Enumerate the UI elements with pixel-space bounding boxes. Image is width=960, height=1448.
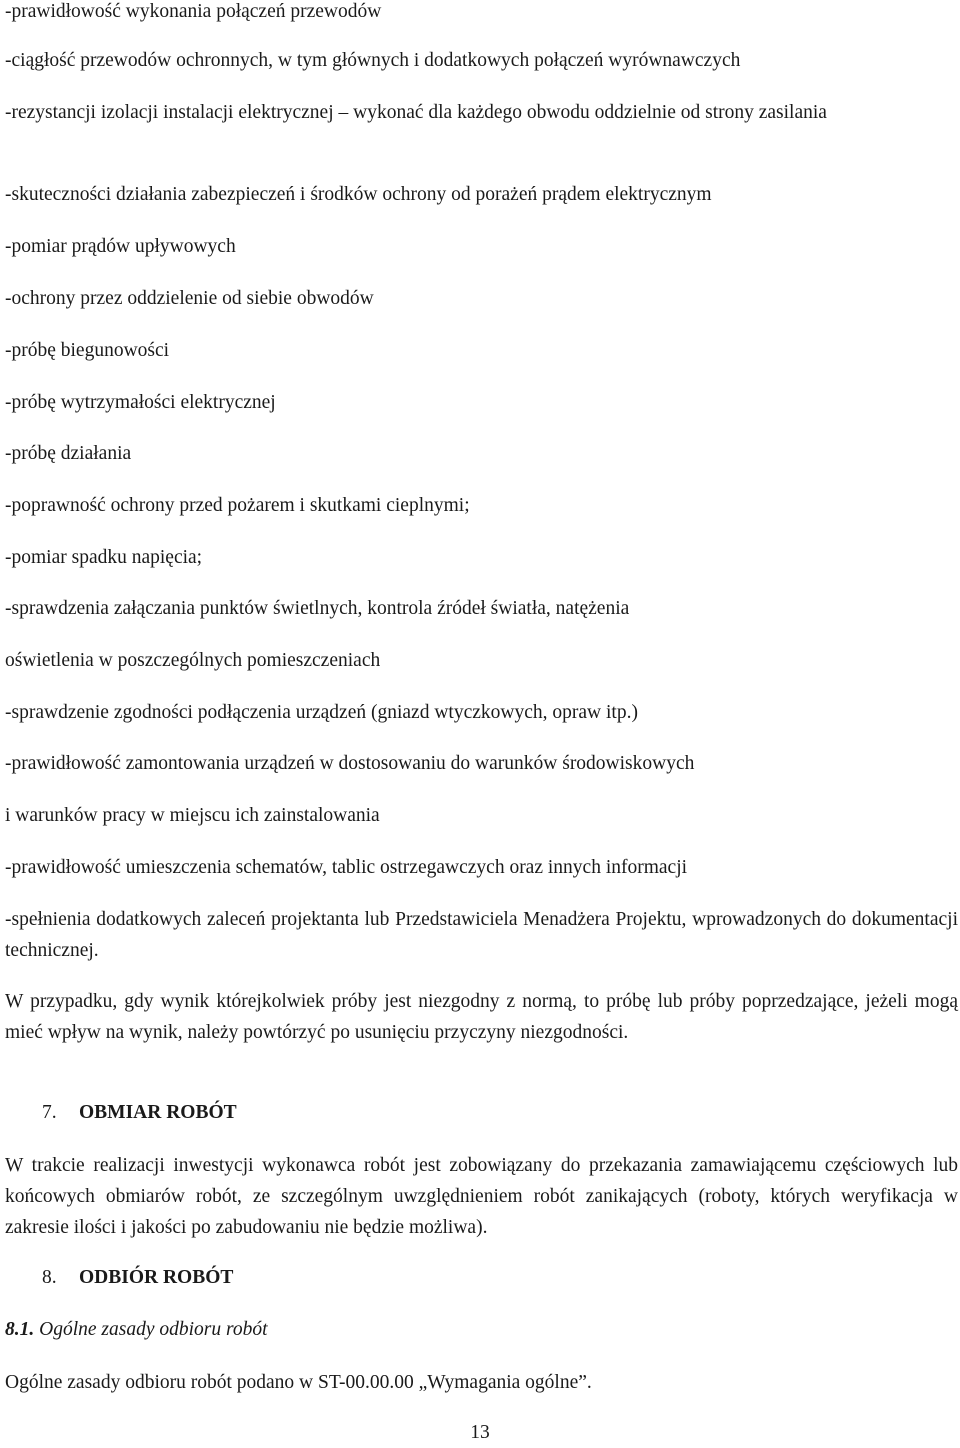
section-heading-8 <box>42 1263 233 1293</box>
list-item: -prawidłowość umieszczenia schematów, tablic ostrzegawczych oraz innych informacji <box>5 857 688 878</box>
subsection-title: Ogólne zasady odbioru robót <box>39 1319 268 1340</box>
list-item: -sprawdzenie zgodności podłączenia urządzeń (gniazd wtyczkowych, opraw itp.) <box>5 702 638 723</box>
section-7-paragraph: W trakcie realizacji inwestycji wykonawca robót jest zobowiązany do przekazania zamawiającemu częściowych lub końcowych obmiarów robót, ze szczególnym uwzględnieniem robót zanikających (roboty, których weryfikacja w zakresie ilości i jakości po zabudowaniu nie będzie możliwa). <box>5 1155 958 1238</box>
section-title: ODBIÓR ROBÓT <box>79 1267 234 1288</box>
list-item: -prawidłowość zamontowania urządzeń w dostosowaniu do warunków środowiskowych <box>5 753 695 774</box>
list-item: i warunków pracy w miejscu ich zainstalowania <box>5 805 380 826</box>
list-item: -skuteczności działania zabezpieczeń i środków ochrony od porażeń prądem elektrycznym <box>5 184 712 205</box>
section-heading-7 <box>42 1098 237 1128</box>
list-item: -pomiar spadku napięcia; <box>5 547 203 568</box>
list-item: -próbę biegunowości <box>5 340 170 361</box>
section-number: 8. <box>42 1267 57 1288</box>
subsection-number: 8.1. <box>5 1319 35 1340</box>
page-number: 13 <box>470 1422 490 1443</box>
list-item: -spełnienia dodatkowych zaleceń projektanta lub Przedstawiciela Menadżera Projektu, wprowadzonych do dokumentacji technicznej. <box>5 909 958 961</box>
list-item: -sprawdzenia załączania punktów świetlnych, kontrola źródeł światła, natężenia <box>5 598 630 619</box>
list-item: -poprawność ochrony przed pożarem i skutkami cieplnymi; <box>5 495 470 516</box>
list-item: -próbę działania <box>5 443 132 464</box>
list-item: oświetlenia w poszczególnych pomieszczeniach <box>5 650 381 671</box>
list-item: -prawidłowość wykonania połączeń przewodów <box>5 1 382 22</box>
subsection-heading-8-1 <box>5 1315 268 1345</box>
list-item: -ciągłość przewodów ochronnych, w tym głównych i dodatkowych połączeń wyrównawczych <box>5 50 741 71</box>
list-item: -rezystancji izolacji instalacji elektrycznej – wykonać dla każdego obwodu oddzielnie od strony zasilania <box>5 102 827 123</box>
paragraph-retest: W przypadku, gdy wynik którejkolwiek próby jest niezgodny z normą, to próbę lub próby poprzedzające, jeżeli mogą mieć wpływ na wynik, należy powtórzyć po usunięciu przyczyny niezgodności. <box>5 991 958 1043</box>
list-item: -próbę wytrzymałości elektrycznej <box>5 392 276 413</box>
list-item: -pomiar prądów upływowych <box>5 236 236 257</box>
section-number: 7. <box>42 1102 57 1123</box>
list-item: -ochrony przez oddzielenie od siebie obwodów <box>5 288 374 309</box>
section-title: OBMIAR ROBÓT <box>79 1102 237 1123</box>
subsection-8-1-paragraph: Ogólne zasady odbioru robót podano w ST-00.00.00 „Wymagania ogólne”. <box>5 1372 592 1393</box>
